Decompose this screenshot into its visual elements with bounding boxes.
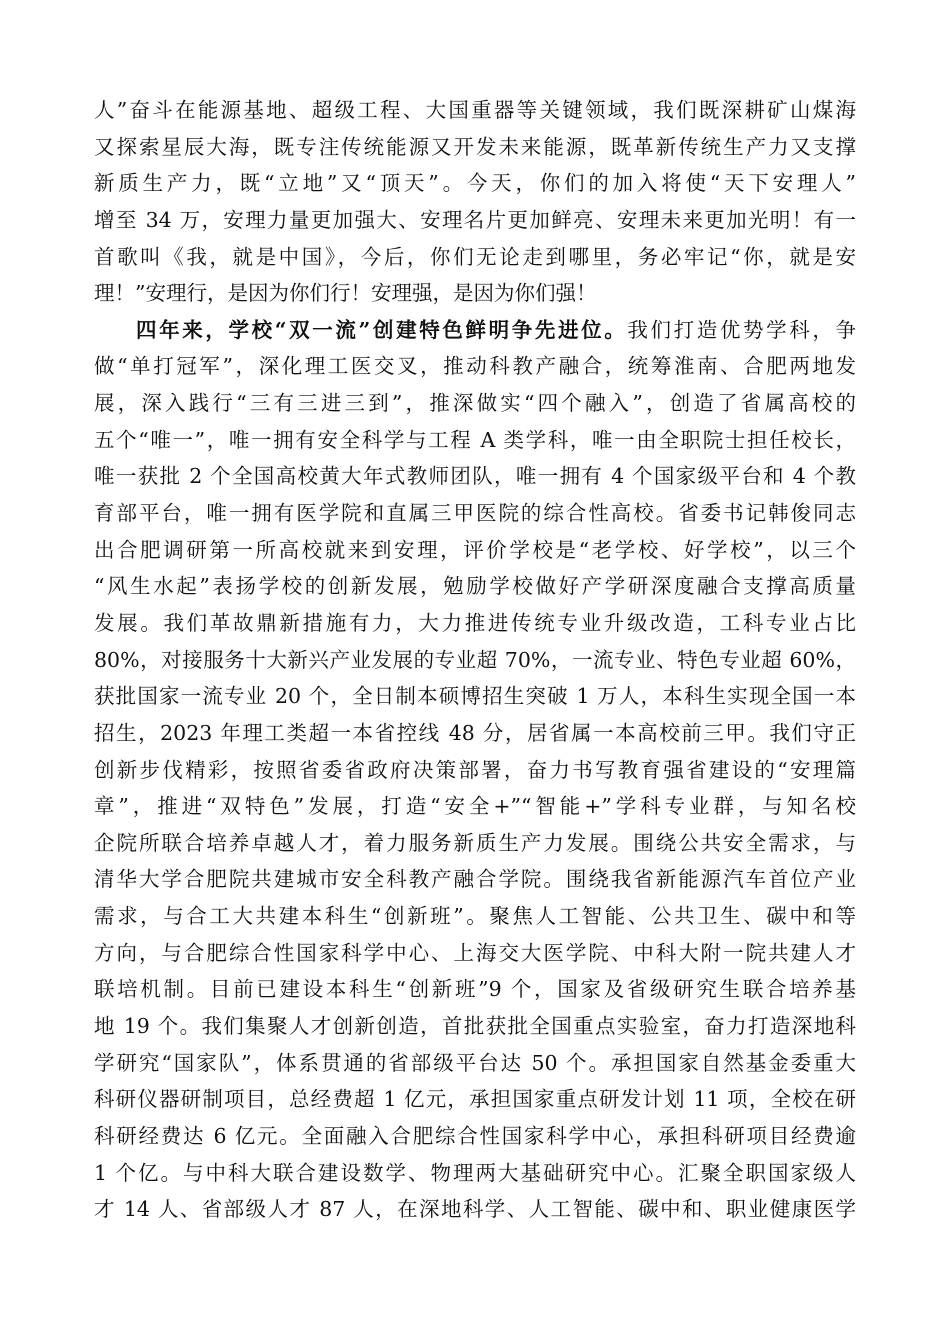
text-line: 招生，2023 年理工类超一本省控线 48 分，居省属一本高校前三甲。我们守正 — [94, 720, 856, 745]
text-line: 育部平台，唯一拥有医学院和直属三甲医院的综合性高校。省委书记韩俊同志 — [94, 501, 856, 526]
text-line: 五个“唯一”，唯一拥有安全科学与工程 A 类学科，唯一由全职院士担任校长， — [94, 427, 856, 452]
text-line: 展，深入践行“三有三进三到”，推深做实“四个融入”，创造了省属高校的 — [94, 391, 856, 416]
text-line: 清华大学合肥院共建城市安全科教产融合学院。围绕我省新能源汽车首位产业 — [94, 867, 856, 892]
text-line: “风生水起”表扬学校的创新发展，勉励学校做好产学研深度融合支撑高质量 — [94, 574, 856, 599]
text-line: 1 个亿。与中科大联合建设数学、物理两大基础研究中心。汇聚全职国家级人 — [94, 1160, 856, 1185]
text-line: 需求，与合工大共建本科生“创新班”。聚焦人工智能、公共卫生、碳中和等 — [94, 904, 856, 929]
text-line: 学研究“国家队”，体系贯通的省部级平台达 50 个。承担国家自然基金委重大 — [94, 1050, 856, 1075]
text-line: 首歌叫《我，就是中国》，今后，你们无论走到哪里，务必牢记“你，就是安 — [94, 244, 856, 269]
paragraph-lead-heading: 四年来，学校“双一流”创建特色鲜明争先进位。 — [136, 317, 628, 342]
text-line: 才 14 人、省部级人才 87 人，在深地科学、人工智能、碳中和、职业健康医学 — [94, 1197, 856, 1222]
text-line: 企院所联合培养卓越人才，着力服务新质生产力发展。围绕公共安全需求，与 — [94, 830, 856, 855]
text-line: 科研仪器研制项目，总经费超 1 亿元，承担国家重点研发计划 11 项，全校在研 — [94, 1087, 856, 1112]
text-line: 地 19 个。我们集聚人才创新创造，首批获批全国重点实验室，奋力打造深地科 — [94, 1014, 856, 1039]
text-line: 发展。我们革故鼎新措施有力，大力推进传统专业升级改造，工科专业占比 — [94, 610, 856, 635]
text-line: 80%，对接服务十大新兴产业发展的专业超 70%，一流专业、特色专业超 60%， — [94, 647, 856, 672]
text-line: 新质生产力，既“立地”又“顶天”。今天，你们的加入将使“天下安理人” — [94, 171, 856, 196]
body-text — [94, 92, 856, 1228]
text-line: 科研经费达 6 亿元。全面融入合肥综合性国家科学中心，承担科研项目经费逾 — [94, 1123, 856, 1148]
text-line — [94, 312, 856, 349]
text-run: 我们打造优势学科，争 — [627, 317, 856, 342]
text-line: 做“单打冠军”，深化理工医交叉，推动科教产融合，统筹淮南、合肥两地发 — [94, 354, 856, 379]
text-line: 又探索星辰大海，既专注传统能源又开发未来能源，既革新传统生产力又支撑 — [94, 134, 856, 159]
text-line: 出合肥调研第一所高校就来到安理，评价学校是“老学校、好学校”，以三个 — [94, 537, 856, 562]
text-line: 唯一获批 2 个全国高校黄大年式教师团队，唯一拥有 4 个国家级平台和 4 个教 — [94, 464, 856, 489]
text-line: 理！”安理行，是因为你们行！安理强，是因为你们强！ — [94, 281, 597, 306]
text-line: 获批国家一流专业 20 个，全日制本硕博招生突破 1 万人，本科生实现全国一本 — [94, 684, 856, 709]
text-line: 方向，与合肥综合性国家科学中心、上海交大医学院、中科大附一院共建人才 — [94, 940, 856, 965]
text-line: 人”奋斗在能源基地、超级工程、大国重器等关键领域，我们既深耕矿山煤海 — [94, 98, 856, 122]
text-line: 创新步伐精彩，按照省委省政府决策部署，奋力书写教育强省建设的“安理篇 — [94, 757, 856, 782]
text-line: 章”，推进“双特色”发展，打造“安全+”“智能+”学科专业群，与知名校 — [94, 794, 856, 819]
text-line: 增至 34 万，安理力量更加强大、安理名片更加鲜亮、安理未来更加光明！有一 — [94, 207, 856, 232]
text-line: 联培机制。目前已建设本科生“创新班”9 个，国家及省级研究生联合培养基 — [94, 977, 856, 1002]
